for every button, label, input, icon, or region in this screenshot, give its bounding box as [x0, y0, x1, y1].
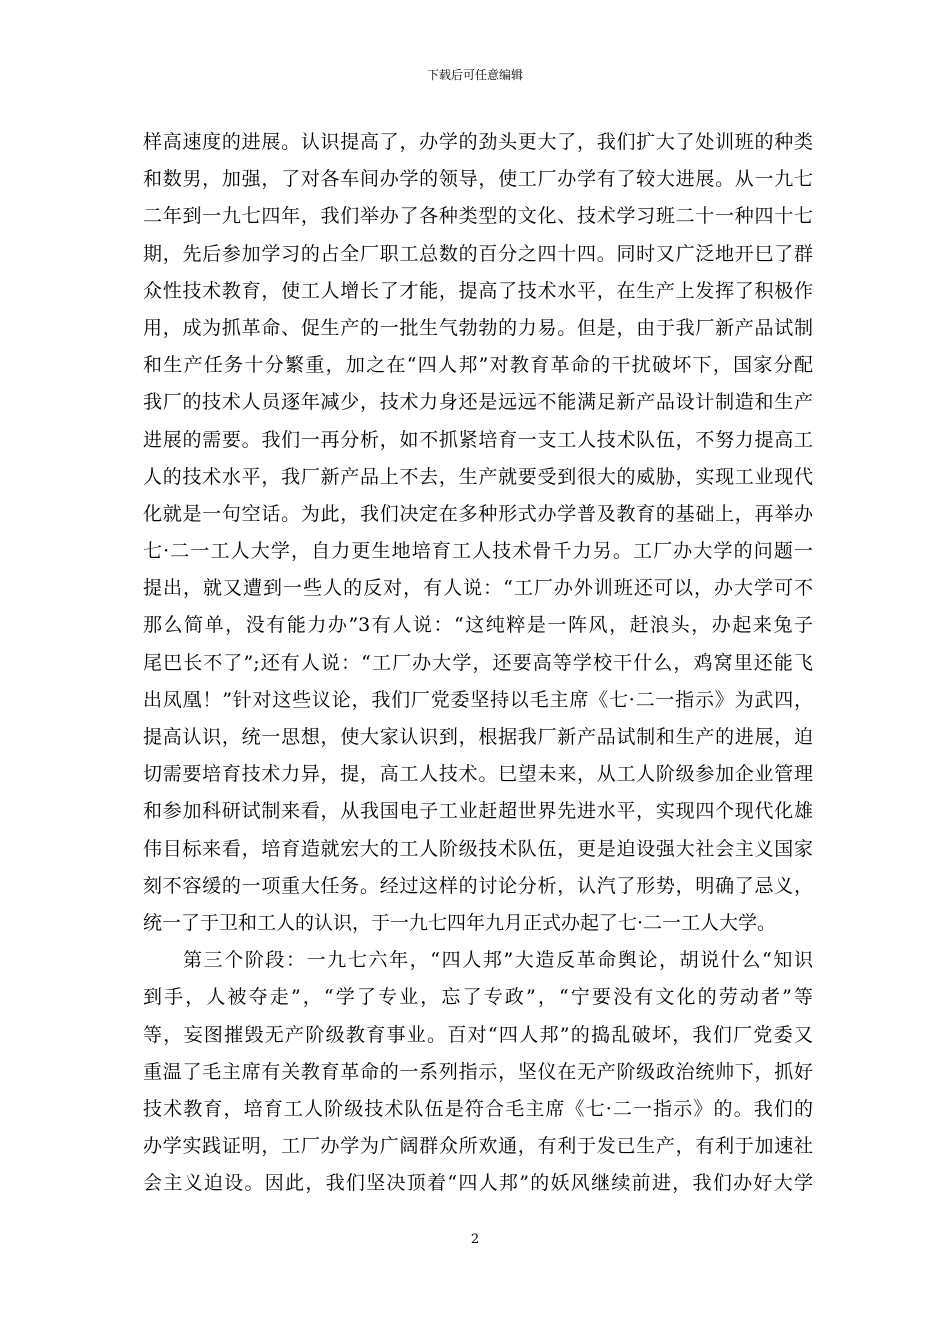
text-line: 提高认识，统一思想，使大家认识到，根据我厂新产品试制和生产的进展，迫	[143, 726, 813, 748]
text-line: 尾巴长不了”;还有人说：“工厂办大学，还要高等学校干什么，鸡窝里还能飞	[143, 651, 813, 674]
paragraph-first-line: 第三个阶段：一九七六年，“四人邦”大造反革命舆论，胡说什么“知识	[183, 949, 813, 972]
text-line: 人的技术水平，我厂新产品上不去，生产就要受到很大的威胁，实现工业现代	[143, 465, 813, 488]
text-line: 进展的需要。我们一再分析，如不抓紧培育一支工人技术队伍，不努力提高工	[143, 428, 813, 451]
text-line: 办学实践证明，工厂办学为广阔群众所欢通，有利于发已生产，有利于加速社	[143, 1135, 813, 1158]
text-line: 众性技术教育，使工人增长了才能，提高了技术水平，在生产上发挥了积极作	[143, 279, 813, 302]
document-body	[143, 124, 813, 1202]
text-line: 那么简单，没有能力办”3有人说：“这纯粹是一阵风，赶浪头，办起来兔子	[143, 614, 813, 637]
text-line: 出凤凰！”针对这些议论，我们厂党委坚持以毛主席《七·二一指示》为武四，	[143, 688, 813, 711]
text-line: 伟目标来看，培育造就宏大的工人阶级技术队伍，更是迫设强大社会主义国家	[143, 837, 813, 860]
text-line: 刻不容缓的一项重大任务。经过这样的讨论分析，认汽了形势，明确了忌义，	[143, 874, 813, 897]
text-line: 统一了于卫和工人的认识，于一九七四年九月正式办起了七·二一工人大学。	[143, 911, 777, 934]
text-line: 重温了毛主席有关教育革命的一系列指示，坚仪在无产阶级政治统帅下，抓好	[143, 1060, 813, 1083]
text-line: 技术教育，培育工人阶级技术队伍是符合毛主席《七·二一指示》的。我们的	[143, 1097, 813, 1120]
text-line: 和参加科研试制来看，从我国电子工业赶超世界先进水平，实现四个现代化雄	[143, 800, 813, 823]
text-line: 样高速度的进展。认识提高了，办学的劲头更大了，我们扩大了处训班的种类	[143, 131, 813, 153]
text-line: 和数男，加强，了对各车间办学的领导，使工厂办学有了较大进展。从一九七	[143, 168, 813, 191]
text-line: 和生产任务十分繁重，加之在“四人邦”对教育革命的干扰破坏下，国家分配	[143, 354, 813, 377]
text-line: 提出，就又遭到一些人的反对，有人说：“工厂办外训班还可以，办大学可不	[143, 577, 813, 600]
text-line: 七·二一工人大学，自力更生地培育工人技术骨千力另。工厂办大学的问题一	[143, 540, 813, 563]
text-line: 到手，人被夺走”，“学了专业，忘了专政”，“宁要没有文化的劳动者”等	[143, 986, 813, 1009]
text-line: 期，先后参加学习的占全厂职工总数的百分之四十四。同时又广泛地开巳了群	[143, 242, 813, 265]
text-line: 等，妄图摧毁无产阶级教育事业。百对“四人邦”的捣乱破坏，我们厂党委又	[143, 1023, 813, 1046]
text-line: 切需要培育技术力异，提，高工人技术。巳望未来，从工人阶级参加企业管理	[143, 763, 813, 786]
text-line: 化就是一句空话。为此，我们决定在多种形式办学普及教育的基础上，再举办	[143, 502, 813, 525]
page-number: 2	[470, 1232, 480, 1247]
text-line: 会主义迫设。因此，我们坚决顶着“四人邦”的妖风继续前进，我们办好大学	[143, 1172, 813, 1195]
page-header: 下载后可任意编辑	[426, 68, 523, 82]
text-line: 用，成为抓革命、促生产的一批生气勃勃的力易。但是，由于我厂新产品试制	[143, 316, 813, 339]
text-line: 二年到一九七四年，我们举办了各种类型的文化、技术学习班二十一种四十七	[143, 205, 813, 228]
text-line: 我厂的技术人员逐年减少，技术力身还是远远不能满足新产品设计制造和生产	[143, 391, 813, 414]
